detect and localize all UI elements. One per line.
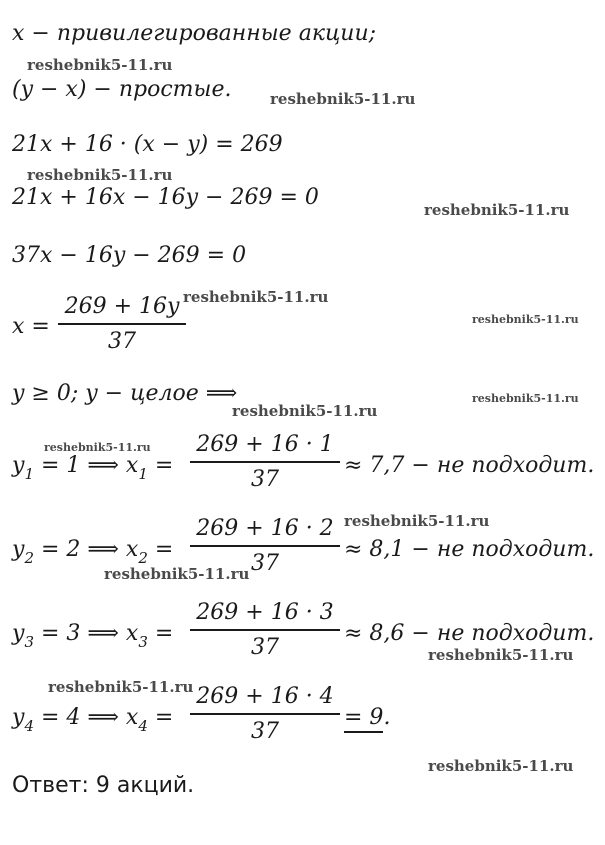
watermark-text: reshebnik5-11.ru: [183, 288, 329, 306]
line-definition-simple: (y − x) − простые.: [12, 77, 232, 102]
fraction-numerator: 269 + 16 · 1: [196, 432, 334, 457]
fraction-x-expression: [58, 294, 186, 355]
watermark-text: reshebnik5-11.ru: [428, 646, 574, 664]
line-case-y3-lhs: $y_3 = 3$ ⟹ $x_3$ =: [12, 621, 174, 651]
fraction-numerator: 269 + 16 · 3: [196, 600, 334, 625]
fraction-numerator: 269 + 16 · 2: [196, 516, 334, 541]
line-case-y4-result: = 9.: [344, 704, 390, 732]
fraction-bar: [190, 713, 340, 715]
line-equation-2: 21x + 16x − 16y − 269 = 0: [12, 185, 319, 210]
fraction-denominator: 37: [251, 467, 279, 492]
line-case-y2-lhs: $y_2 = 2$ ⟹ $x_2$ =: [12, 537, 174, 567]
fraction-denominator: 37: [251, 719, 279, 744]
line-case-y2-result: ≈ 8,1 − не подходит.: [344, 537, 595, 562]
fraction-bar: [190, 545, 340, 547]
watermark-text: reshebnik5-11.ru: [472, 392, 579, 405]
line-definition-x: x − привилегированные акции;: [12, 21, 377, 46]
fraction-denominator: 37: [251, 635, 279, 660]
watermark-text: reshebnik5-11.ru: [232, 402, 378, 420]
watermark-text: reshebnik5-11.ru: [48, 678, 194, 696]
fraction-numerator: 269 + 16 · 4: [196, 684, 334, 709]
line-condition: y ≥ 0; y − целое ⟹: [12, 381, 238, 406]
line-x-expression-lhs: x =: [12, 314, 50, 339]
watermark-text: reshebnik5-11.ru: [472, 313, 579, 326]
fraction-bar: [190, 461, 340, 463]
watermark-text: reshebnik5-11.ru: [270, 90, 416, 108]
watermark-text: reshebnik5-11.ru: [424, 201, 570, 219]
fraction-case-y1: [190, 432, 340, 493]
line-equation-1: 21x + 16 · (x − y) = 269: [12, 132, 283, 157]
watermark-text: reshebnik5-11.ru: [27, 166, 173, 184]
fraction-case-y4: [190, 684, 340, 745]
underlined-result: = 9: [344, 705, 383, 733]
fraction-numerator: 269 + 16y: [64, 294, 180, 319]
watermark-text: reshebnik5-11.ru: [428, 757, 574, 775]
fraction-denominator: 37: [251, 551, 279, 576]
line-case-y4-lhs: $y_4 = 4$ ⟹ $x_4$ =: [12, 705, 174, 735]
watermark-text: reshebnik5-11.ru: [344, 512, 490, 530]
fraction-bar: [190, 629, 340, 631]
line-case-y1-lhs: $y_1 = 1$ ⟹ $x_1$ =: [12, 453, 174, 483]
fraction-case-y3: [190, 600, 340, 661]
watermark-text: reshebnik5-11.ru: [104, 565, 250, 583]
line-case-y1-result: ≈ 7,7 − не подходит.: [344, 453, 595, 478]
line-equation-3: 37x − 16y − 269 = 0: [12, 243, 247, 268]
answer-line: Ответ: 9 акций.: [12, 773, 195, 798]
watermark-text: reshebnik5-11.ru: [27, 56, 173, 74]
line-case-y3-result: ≈ 8,6 − не подходит.: [344, 621, 595, 646]
fraction-denominator: 37: [108, 329, 136, 354]
watermark-text: reshebnik5-11.ru: [44, 441, 151, 454]
fraction-bar: [58, 323, 186, 325]
